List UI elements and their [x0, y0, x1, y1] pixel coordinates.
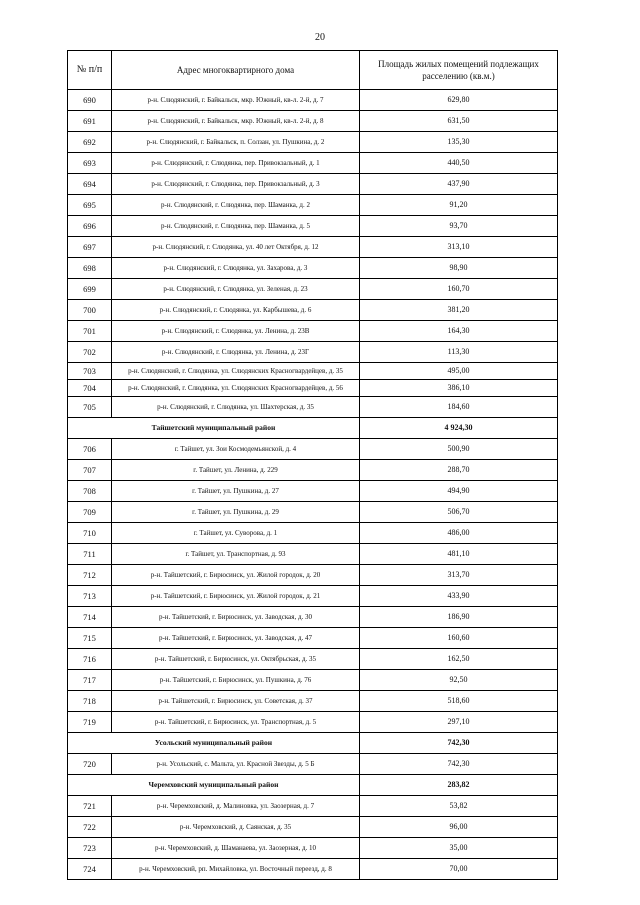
row-address: р-н. Тайшетский, г. Бирюсинск, ул. Жилой городок, д. 21: [112, 586, 360, 607]
resettlement-table: [67, 50, 558, 880]
row-address: р-н. Слюдянский, г. Слюдянка, пер. Шаманка, д. 2: [112, 195, 360, 216]
table-row: [68, 380, 558, 397]
row-area: 113,30: [360, 342, 558, 363]
row-address: р-н. Тайшетский, г. Бирюсинск, ул. Октябрьская, д. 35: [112, 649, 360, 670]
row-number: 700: [68, 300, 112, 321]
row-area: 494,90: [360, 481, 558, 502]
row-number: 717: [68, 670, 112, 691]
row-area: 98,90: [360, 258, 558, 279]
table-row: [68, 153, 558, 174]
row-area: 186,90: [360, 607, 558, 628]
row-number: 708: [68, 481, 112, 502]
row-area: 160,60: [360, 628, 558, 649]
row-address: р-н. Черемховский, рп. Михайловка, ул. Восточный переезд, д. 8: [112, 859, 360, 880]
row-number: 710: [68, 523, 112, 544]
row-number: 720: [68, 754, 112, 775]
row-area: 297,10: [360, 712, 558, 733]
row-number: 711: [68, 544, 112, 565]
table-row: [68, 237, 558, 258]
table-row: [68, 670, 558, 691]
table-row: [68, 258, 558, 279]
row-number: 709: [68, 502, 112, 523]
section-total-area: 283,82: [360, 775, 558, 796]
section-title: Усольский муниципальный район: [68, 733, 360, 754]
row-address: р-н. Слюдянский, г. Слюдянка, ул. 40 лет Октября, д. 12: [112, 237, 360, 258]
table-row: [68, 691, 558, 712]
row-address: р-н. Слюдянский, г. Байкальск, п. Солзан, ул. Пушкина, д. 2: [112, 132, 360, 153]
table-row: [68, 523, 558, 544]
row-number: 696: [68, 216, 112, 237]
row-address: р-н. Слюдянский, г. Слюдянка, пер. Привокзальный, д. 3: [112, 174, 360, 195]
row-area: 160,70: [360, 279, 558, 300]
section-total-area: 4 924,30: [360, 418, 558, 439]
table-row: [68, 300, 558, 321]
table-row: [68, 817, 558, 838]
row-area: 631,50: [360, 111, 558, 132]
table-row: [68, 321, 558, 342]
page-number: 20: [315, 32, 325, 43]
row-address: р-н. Слюдянский, г. Слюдянка, пер. Шаманка, д. 5: [112, 216, 360, 237]
row-area: 495,00: [360, 363, 558, 380]
row-area: 96,00: [360, 817, 558, 838]
row-number: 690: [68, 90, 112, 111]
header-area: Площадь жилых помещений подлежащих расселению (кв.м.): [360, 51, 558, 90]
section-title: Черемховский муниципальный район: [68, 775, 360, 796]
row-area: 742,30: [360, 754, 558, 775]
row-number: 721: [68, 796, 112, 817]
row-address: р-н. Тайшетский, г. Бирюсинск, ул. Транспортная, д. 5: [112, 712, 360, 733]
section-row: [68, 775, 558, 796]
row-address: р-н. Тайшетский, г. Бирюсинск, ул. Пушкина, д. 76: [112, 670, 360, 691]
row-address: р-н. Черемховский, д. Малиновка, ул. Заозерная, д. 7: [112, 796, 360, 817]
row-area: 53,82: [360, 796, 558, 817]
row-number: 698: [68, 258, 112, 279]
row-number: 697: [68, 237, 112, 258]
row-area: 91,20: [360, 195, 558, 216]
table-row: [68, 174, 558, 195]
row-area: 288,70: [360, 460, 558, 481]
row-address: р-н. Слюдянский, г. Слюдянка, ул. Слюдянских Красногвардейцев, д. 35: [112, 363, 360, 380]
table-row: [68, 607, 558, 628]
table-row: [68, 712, 558, 733]
section-title: Тайшетский муниципальный район: [68, 418, 360, 439]
row-number: 718: [68, 691, 112, 712]
table-row: [68, 460, 558, 481]
row-area: 506,70: [360, 502, 558, 523]
row-area: 313,10: [360, 237, 558, 258]
section-total-area: 742,30: [360, 733, 558, 754]
row-area: 313,70: [360, 565, 558, 586]
table-row: [68, 586, 558, 607]
table-row: [68, 132, 558, 153]
row-number: 692: [68, 132, 112, 153]
row-address: р-н. Слюдянский, г. Слюдянка, ул. Зеленая, д. 23: [112, 279, 360, 300]
row-area: 486,00: [360, 523, 558, 544]
table-row: [68, 649, 558, 670]
table-row: [68, 90, 558, 111]
table-row: [68, 502, 558, 523]
table-row: [68, 216, 558, 237]
table-row: [68, 838, 558, 859]
row-address: р-н. Тайшетский, г. Бирюсинск, ул. Советская, д. 37: [112, 691, 360, 712]
row-area: 629,80: [360, 90, 558, 111]
row-number: 715: [68, 628, 112, 649]
table-row: [68, 544, 558, 565]
table-row: [68, 363, 558, 380]
row-address: г. Тайшет, ул. Пушкина, д. 29: [112, 502, 360, 523]
table-row: [68, 754, 558, 775]
row-address: г. Тайшет, ул. Ленина, д. 229: [112, 460, 360, 481]
table-row: [68, 342, 558, 363]
row-address: р-н. Слюдянский, г. Слюдянка, пер. Привокзальный, д. 1: [112, 153, 360, 174]
table-row: [68, 279, 558, 300]
row-address: р-н. Слюдянский, г. Слюдянка, ул. Шахтерская, д. 35: [112, 397, 360, 418]
row-address: р-н. Тайшетский, г. Бирюсинск, ул. Заводская, д. 30: [112, 607, 360, 628]
row-number: 716: [68, 649, 112, 670]
row-address: р-н. Тайшетский, г. Бирюсинск, ул. Жилой городок, д. 20: [112, 565, 360, 586]
table-row: [68, 439, 558, 460]
row-address: р-н. Слюдянский, г. Слюдянка, ул. Ленина, д. 23В: [112, 321, 360, 342]
table-row: [68, 859, 558, 880]
row-number: 699: [68, 279, 112, 300]
row-area: 440,50: [360, 153, 558, 174]
row-address: г. Тайшет, ул. Транспортная, д. 93: [112, 544, 360, 565]
row-address: г. Тайшет, ул. Зои Космодемьянской, д. 4: [112, 439, 360, 460]
header-number: № п/п: [68, 51, 112, 90]
row-area: 35,00: [360, 838, 558, 859]
row-address: р-н. Усольский, с. Мальта, ул. Красной Звезды, д. 5 Б: [112, 754, 360, 775]
table-body: [68, 90, 558, 880]
row-area: 162,50: [360, 649, 558, 670]
row-area: 70,00: [360, 859, 558, 880]
table-row: [68, 397, 558, 418]
row-number: 703: [68, 363, 112, 380]
row-number: 722: [68, 817, 112, 838]
table-row: [68, 195, 558, 216]
row-address: р-н. Слюдянский, г. Слюдянка, ул. Захарова, д. 3: [112, 258, 360, 279]
row-area: 93,70: [360, 216, 558, 237]
row-number: 714: [68, 607, 112, 628]
table-row: [68, 111, 558, 132]
row-address: р-н. Слюдянский, г. Слюдянка, ул. Карбышева, д. 6: [112, 300, 360, 321]
row-number: 707: [68, 460, 112, 481]
row-number: 712: [68, 565, 112, 586]
row-number: 705: [68, 397, 112, 418]
row-area: 518,60: [360, 691, 558, 712]
table-row: [68, 481, 558, 502]
row-number: 724: [68, 859, 112, 880]
row-number: 691: [68, 111, 112, 132]
row-address: г. Тайшет, ул. Суворова, д. 1: [112, 523, 360, 544]
row-address: р-н. Тайшетский, г. Бирюсинск, ул. Заводская, д. 47: [112, 628, 360, 649]
row-number: 704: [68, 380, 112, 397]
row-address: р-н. Слюдянский, г. Байкальск, мкр. Южный, кв-л. 2-й, д. 7: [112, 90, 360, 111]
table-row: [68, 628, 558, 649]
row-area: 481,10: [360, 544, 558, 565]
section-row: [68, 418, 558, 439]
section-row: [68, 733, 558, 754]
row-number: 702: [68, 342, 112, 363]
row-number: 701: [68, 321, 112, 342]
row-address: р-н. Черемховский, д. Шаманаева, ул. Заозерная, д. 10: [112, 838, 360, 859]
row-number: 695: [68, 195, 112, 216]
table-row: [68, 796, 558, 817]
table-row: [68, 565, 558, 586]
row-number: 706: [68, 439, 112, 460]
row-number: 719: [68, 712, 112, 733]
row-number: 693: [68, 153, 112, 174]
row-address: р-н. Слюдянский, г. Слюдянка, ул. Слюдянских Красногвардейцев, д. 56: [112, 380, 360, 397]
row-number: 694: [68, 174, 112, 195]
row-area: 437,90: [360, 174, 558, 195]
row-area: 135,30: [360, 132, 558, 153]
row-area: 433,90: [360, 586, 558, 607]
row-address: р-н. Слюдянский, г. Байкальск, мкр. Южный, кв-л. 2-й, д. 8: [112, 111, 360, 132]
row-number: 723: [68, 838, 112, 859]
row-area: 164,30: [360, 321, 558, 342]
table-header-row: [68, 51, 558, 90]
row-area: 386,10: [360, 380, 558, 397]
row-address: р-н. Слюдянский, г. Слюдянка, ул. Ленина, д. 23Г: [112, 342, 360, 363]
row-area: 184,60: [360, 397, 558, 418]
row-address: г. Тайшет, ул. Пушкина, д. 27: [112, 481, 360, 502]
row-area: 381,20: [360, 300, 558, 321]
row-area: 500,90: [360, 439, 558, 460]
header-address: Адрес многоквартирного дома: [112, 51, 360, 90]
row-number: 713: [68, 586, 112, 607]
row-area: 92,50: [360, 670, 558, 691]
row-address: р-н. Черемховский, д. Саянская, д. 35: [112, 817, 360, 838]
